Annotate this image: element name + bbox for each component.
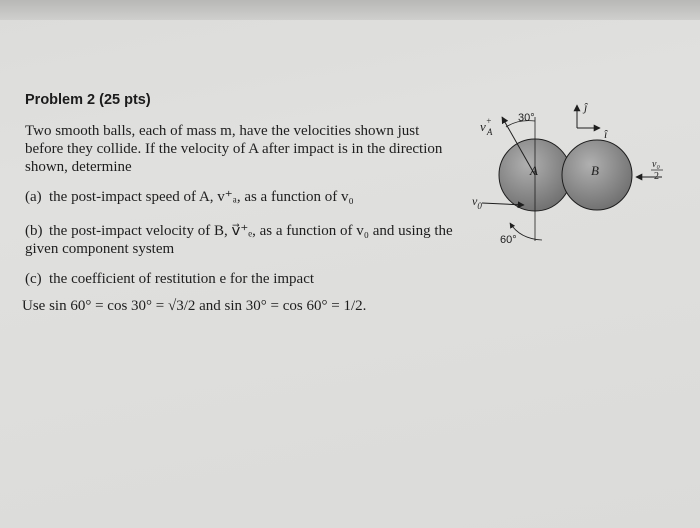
part-b (25, 222, 455, 258)
part-c-text: the coefficient of restitution e for the impact (49, 271, 315, 287)
collision-diagram (440, 95, 690, 265)
part-a-label: (a) (25, 189, 42, 205)
problem-intro-text: Two smooth balls, each of mass m, have the velocities shown just before they collide. If the velocity of A after impact is in the direction shown, determine (25, 123, 443, 175)
axis-j-label: ĵ (584, 100, 588, 114)
vel-b-numerator: v₀ (652, 159, 660, 170)
part-c (25, 270, 314, 288)
desk-edge (0, 0, 700, 20)
ball-a-label: A (530, 163, 538, 178)
vel-a-before-label: $v_0$ (472, 194, 482, 211)
part-a-text: the post-impact speed of A, v⁺ₐ, as a function of v₀ (49, 189, 354, 205)
angle-top-label: 30° (518, 112, 535, 124)
vel-b-denominator: 2 (654, 171, 659, 182)
problem-intro (25, 122, 455, 176)
part-b-label: (b) (25, 223, 43, 239)
vel-a-after-label: v+ A (480, 116, 493, 137)
axis-i-label: î (604, 127, 608, 141)
problem-title: Problem 2 (25 pts) (25, 92, 151, 108)
part-a (25, 188, 354, 206)
part-b-text: the post-impact velocity of B, v⃗⁺ₑ, as a function of v₀ and using the given component system (25, 223, 453, 257)
ball-b-label: B (591, 163, 599, 178)
trig-note: Use sin 60° = cos 30° = √3/2 and sin 30° = cos 60° = 1/2. (22, 298, 367, 314)
angle-bottom-label: 60° (500, 234, 517, 246)
part-c-label: (c) (25, 271, 42, 287)
